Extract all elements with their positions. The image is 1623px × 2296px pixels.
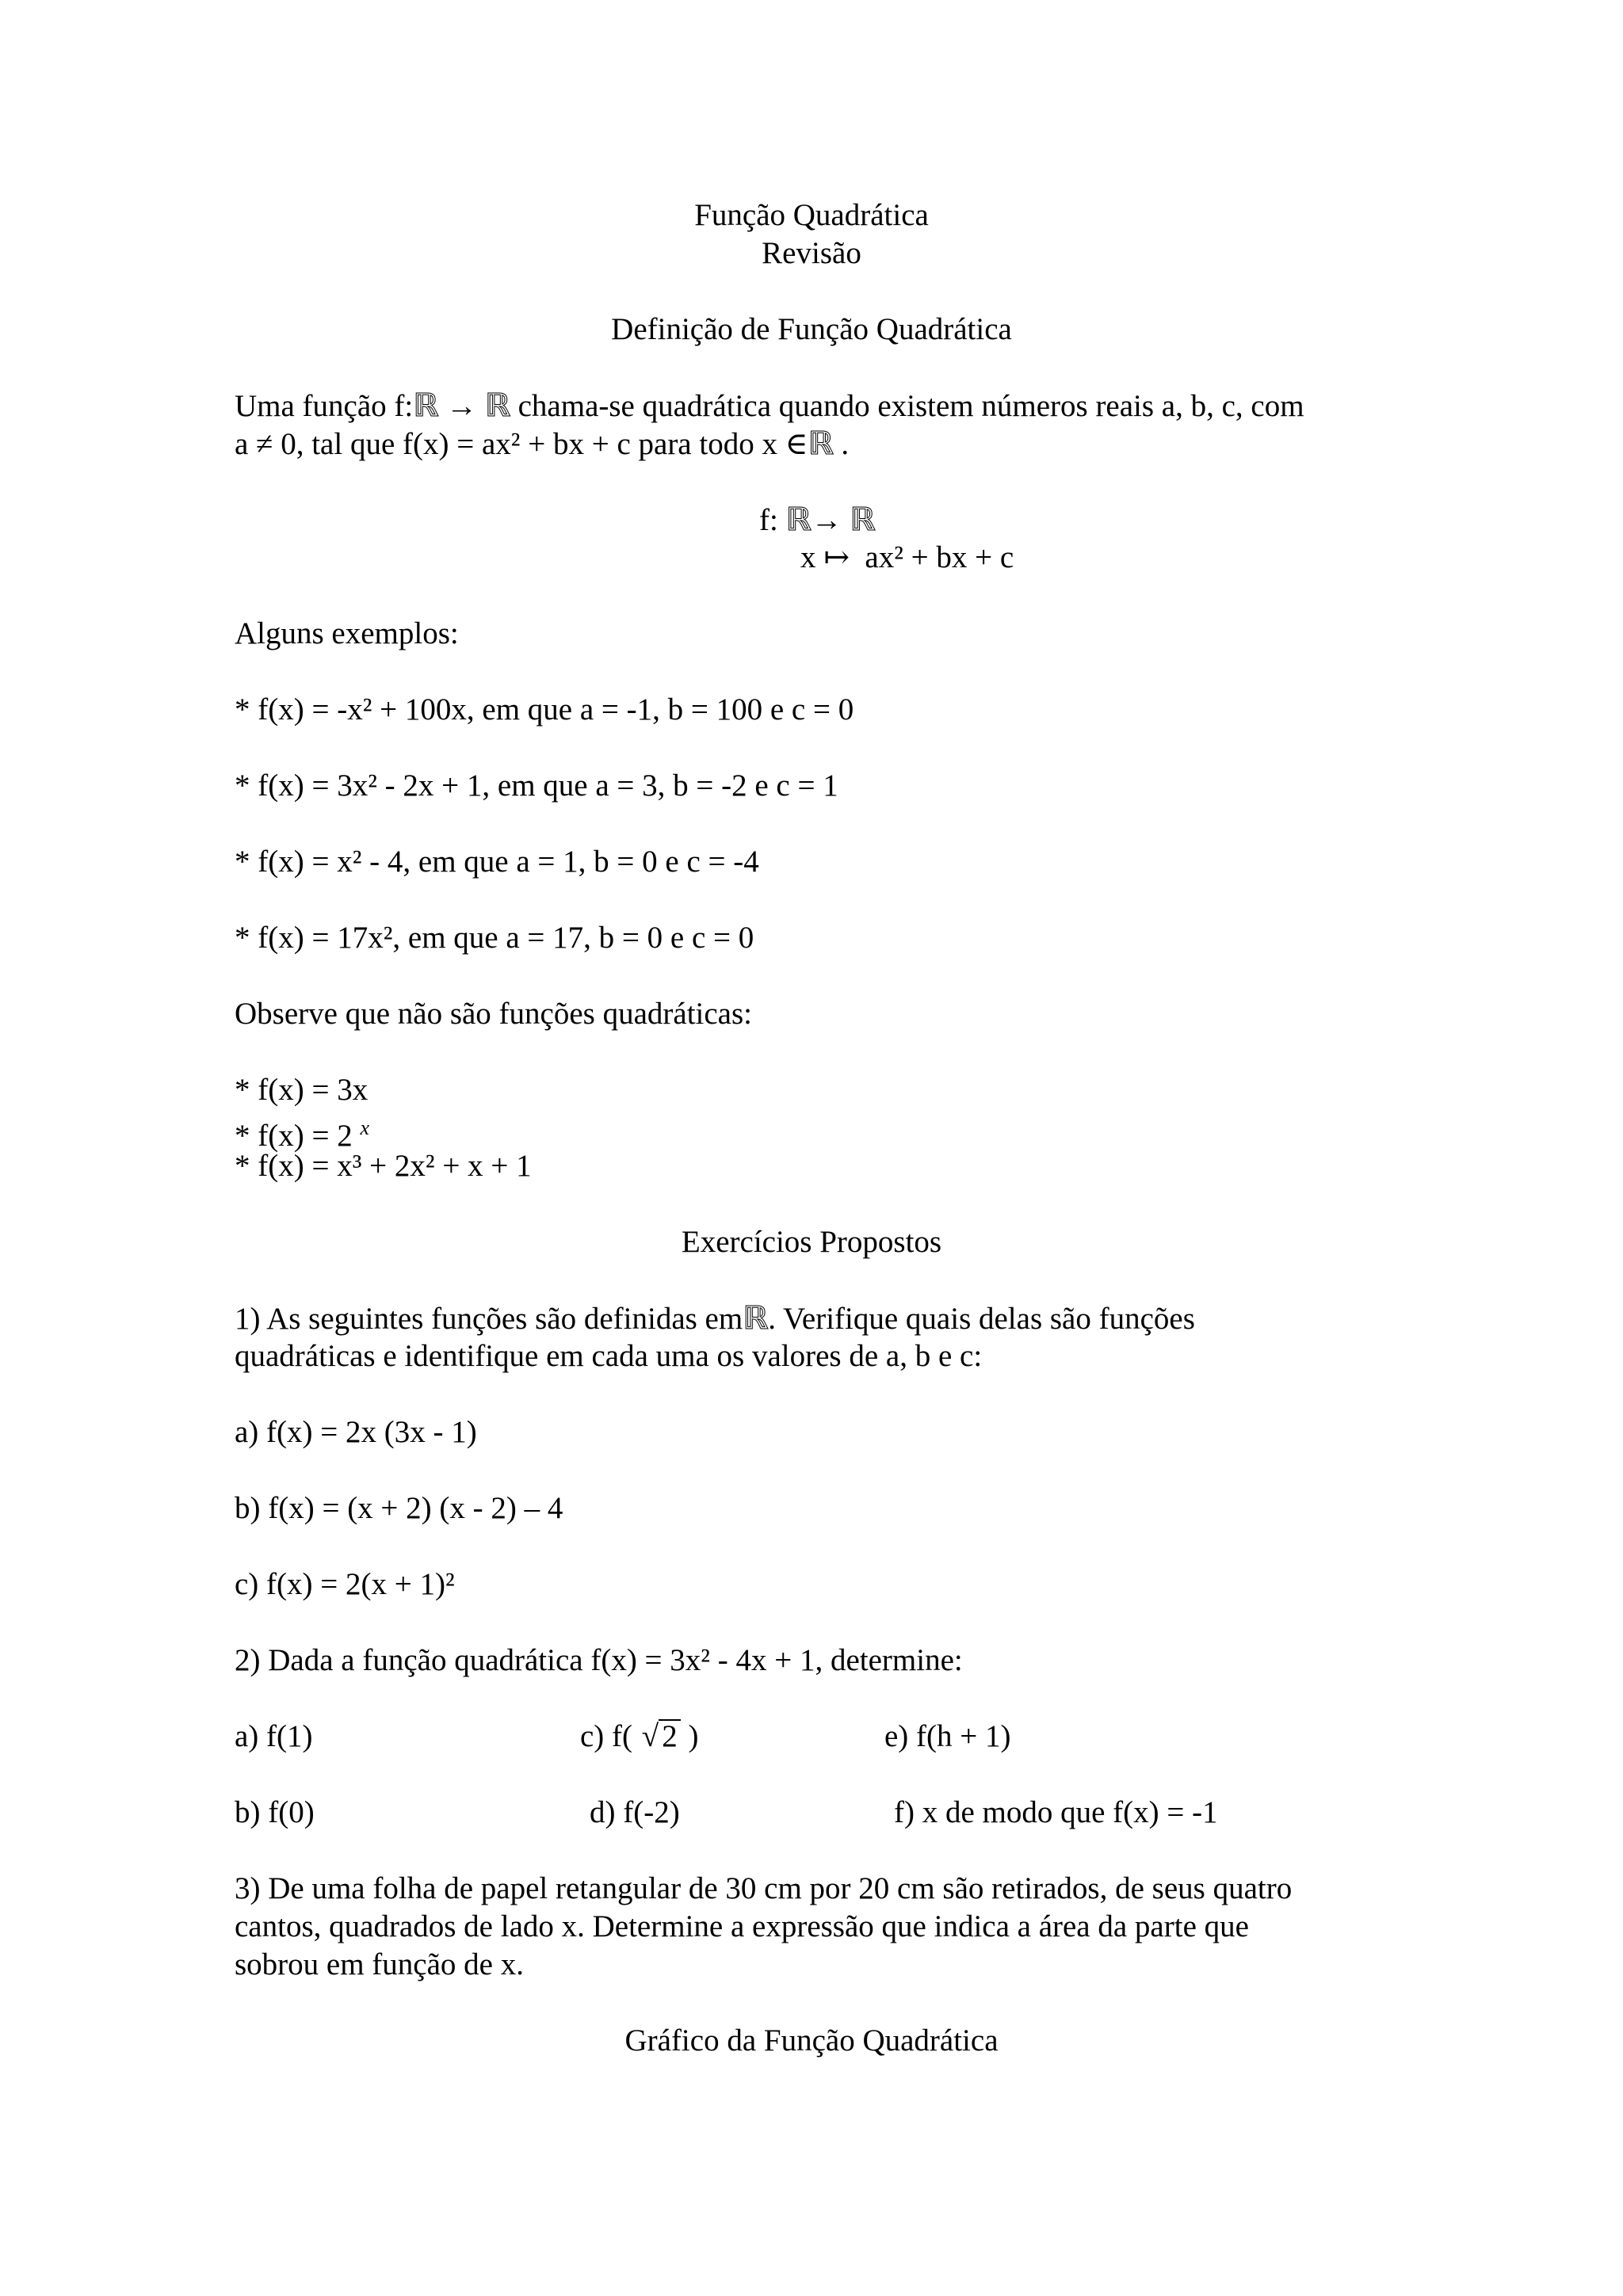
question-1-item: c) f(x) = 2(x + 1)² bbox=[235, 1567, 455, 1601]
function-map-line-1: f: ℝ→ ℝ bbox=[759, 502, 876, 538]
question-2-item-b: b) f(0) bbox=[235, 1795, 315, 1829]
question-2-item-a: a) f(1) bbox=[235, 1719, 313, 1753]
question-2-item-e: e) f(h + 1) bbox=[884, 1719, 1011, 1753]
reals-icon: ℝ bbox=[785, 502, 812, 538]
exercises-heading: Exercícios Propostos bbox=[681, 1225, 942, 1259]
example-item: * f(x) = x² - 4, em que a = 1, b = 0 e c = -4 bbox=[235, 845, 759, 879]
example-item: * f(x) = 17x², em que a = 17, b = 0 e c = 0 bbox=[235, 921, 754, 955]
non-examples-heading: Observe que não são funções quadráticas: bbox=[235, 997, 753, 1031]
question-2-text: 2) Dada a função quadrática f(x) = 3x² - 4x + 1, determine: bbox=[235, 1643, 963, 1677]
reals-icon: ℝ bbox=[484, 387, 510, 424]
page-subtitle: Revisão bbox=[762, 236, 861, 270]
definition-line-1: Uma função f:ℝ → ℝ chama-se quadrática quando existem números reais a, b, c, com bbox=[235, 387, 1304, 424]
question-3-line-2: cantos, quadrados de lado x. Determine a expressão que indica a área da parte que bbox=[235, 1909, 1249, 1943]
question-1-line-1: 1) As seguintes funções são definidas emℝ. Verifique quais delas são funções bbox=[235, 1300, 1195, 1337]
non-example-item: * f(x) = x³ + 2x² + x + 1 bbox=[235, 1149, 532, 1183]
definition-line-2: a ≠ 0, tal que f(x) = ax² + bx + c para todo x ∈ℝ . bbox=[235, 425, 850, 462]
non-example-item: * f(x) = 2 $^x$ bbox=[235, 1116, 370, 1153]
page-title: Função Quadrática bbox=[694, 198, 929, 232]
question-1-item: a) f(x) = 2x (3x - 1) bbox=[235, 1415, 477, 1449]
question-2-item-c: c) f( √ 2 ) bbox=[580, 1718, 698, 1756]
reals-icon: ℝ bbox=[743, 1300, 769, 1337]
square-root-icon: √ 2 bbox=[640, 1718, 681, 1756]
reals-icon: ℝ bbox=[808, 425, 834, 462]
reals-icon: ℝ bbox=[413, 387, 439, 424]
non-example-item: * f(x) = 3x bbox=[235, 1073, 369, 1107]
question-1-item: b) f(x) = (x + 2) (x - 2) – 4 bbox=[235, 1491, 563, 1525]
example-item: * f(x) = 3x² - 2x + 1, em que a = 3, b = -2 e c = 1 bbox=[235, 769, 838, 803]
question-2-item-d: d) f(-2) bbox=[590, 1795, 680, 1829]
example-item: * f(x) = -x² + 100x, em que a = -1, b = 100 e c = 0 bbox=[235, 692, 854, 727]
exponent: x bbox=[360, 1116, 370, 1139]
question-1-line-2: quadráticas e identifique em cada uma os valores de a, b e c: bbox=[235, 1339, 983, 1373]
question-3-line-1: 3) De uma folha de papel retangular de 30 cm por 20 cm são retirados, de seus quatro bbox=[235, 1871, 1293, 1905]
question-2-item-f: f) x de modo que f(x) = -1 bbox=[894, 1795, 1218, 1829]
graph-section-heading: Gráfico da Função Quadrática bbox=[624, 2023, 999, 2058]
examples-heading: Alguns exemplos: bbox=[235, 616, 459, 650]
question-3-line-3: sobrou em função de x. bbox=[235, 1947, 524, 1981]
function-map-line-2: x ↦ ax² + bx + c bbox=[800, 540, 1014, 574]
definition-heading: Definição de Função Quadrática bbox=[611, 312, 1012, 346]
reals-icon: ℝ bbox=[850, 502, 876, 538]
